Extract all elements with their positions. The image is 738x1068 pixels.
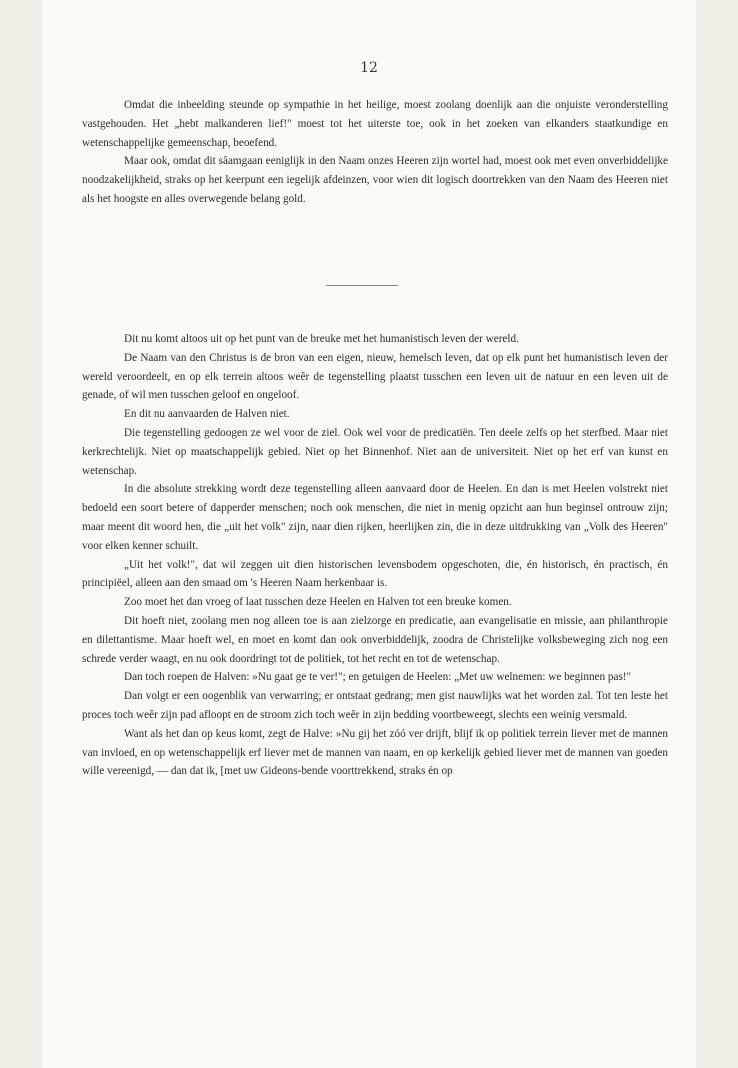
paragraph: Omdat die inbeelding steunde op sympathie in het heilige, moest zoolang doenlijk aan die onjuiste veronderstelling vastgehouden. Het „hebt malkanderen lief!" moest tot het uiterste toe, ook in het zoeken van elkanders staatkundige en wetenschappelijke gemeenschap, beoefend. [82, 99, 668, 149]
paragraph: Zoo moet het dan vroeg of laat tusschen deze Heelen en Halven tot een breuke komen. [124, 596, 512, 609]
paragraph: In die absolute strekking wordt deze tegenstelling alleen aanvaard door de Heelen. En dan is met Heelen volstrekt niet bedoeld een soort betere of dapperder menschen; noch ook menschen, die niet in menig opzicht aan hun beginsel ontrouw zijn; maar meent dit woord hen, die „uit het volk" zijn, naar dien rijken, heerlijken zin, die in deze uitdrukking van „Volk des Heeren" voor elken kenner schuilt. [82, 483, 668, 552]
page-sheet [42, 0, 696, 1068]
paragraph: Dit nu komt altoos uit op het punt van de breuke met het humanistisch leven der wereld. [124, 333, 519, 345]
paragraph: Die tegenstelling gedoogen ze wel voor de ziel. Ook wel voor de predicatiën. Ten deele zelfs op het sterfbed. Maar niet kerkrechtelijk. Niet op maatschappelijk gebied. Niet op het Binnenhof. Niet aan de universiteit. Niet op het erf van kunst en wetenschap. [82, 426, 668, 477]
main-text-block [82, 330, 668, 781]
page-number: 12 [360, 60, 378, 76]
paragraph: Dit hoeft niet, zoolang men nog alleen toe is aan zielzorge en predicatie, aan evangelisatie en missie, aan philanthropie en dilettantisme. Maar hoeft wel, en moet en komt dan ook onverbiddelijk, zoodra de Christelijke volksbeweging zich nog een schrede verder waagt, en nu ook doordringt tot de politiek, tot het recht en tot de wetenschap. [82, 614, 668, 665]
paragraph: Want als het dan op keus komt, zegt de Halve: »Nu gij het zóó ver drijft, blijf ik op politiek terrein liever met de mannen van invloed, en op wetenschappelijk erf liever met de mannen van naam, en op kerkelijk gebied liever met de mannen van goeden wille vereenigd, — dan dat ik, [met uw Gideons-bende voorttrekkend, straks én op [82, 727, 668, 778]
paragraph: En dit nu aanvaarden de Halven niet. [124, 408, 290, 421]
paragraph: „Uit het volk!", dat wil zeggen uit dien historischen levensbodem opgeschoten, die, én historisch, én practisch, én principiëel, alleen aan den smaad om 's Heeren Naam herkenbaar is. [82, 558, 668, 590]
paragraph: De Naam van den Christus is de bron van een eigen, nieuw, hemelsch leven, dat op elk punt het humanistisch leven der wereld veroordeelt, en op elk terrein altoos weêr de tegenstelling plaatst tusschen een leven uit de natuur en een leven uit de genade, of wil men tusschen geloof en ongeloof. [82, 351, 668, 402]
paragraph: Dan volgt er een oogenblik van verwarring; er ontstaat gedrang; men gist nauwlijks wat het worden zal. Tot ten leste het proces toch weêr zijn pad afloopt en de stroom zich toch weêr in zijn bedding voortbeweegt, slechts een weinig versmald. [82, 690, 668, 721]
paragraph: Dan toch roepen de Halven: »Nu gaat ge te ver!"; en getuigen de Heelen: „Met uw welnemen: we beginnen pas!" [124, 671, 632, 684]
section-divider [326, 285, 398, 286]
top-text-block [82, 96, 668, 209]
paragraph: Maar ook, omdat dit sâamgaan eeniglijk in den Naam onzes Heeren zijn wortel had, moest ook met even onverbiddelijke noodzakelijkheid, straks op het keerpunt een iegelijk afdeinzen, voor wien dit logisch doortrekken van den Naam des Heeren niet als het hoogste en alles overwegende belang gold. [82, 155, 668, 205]
